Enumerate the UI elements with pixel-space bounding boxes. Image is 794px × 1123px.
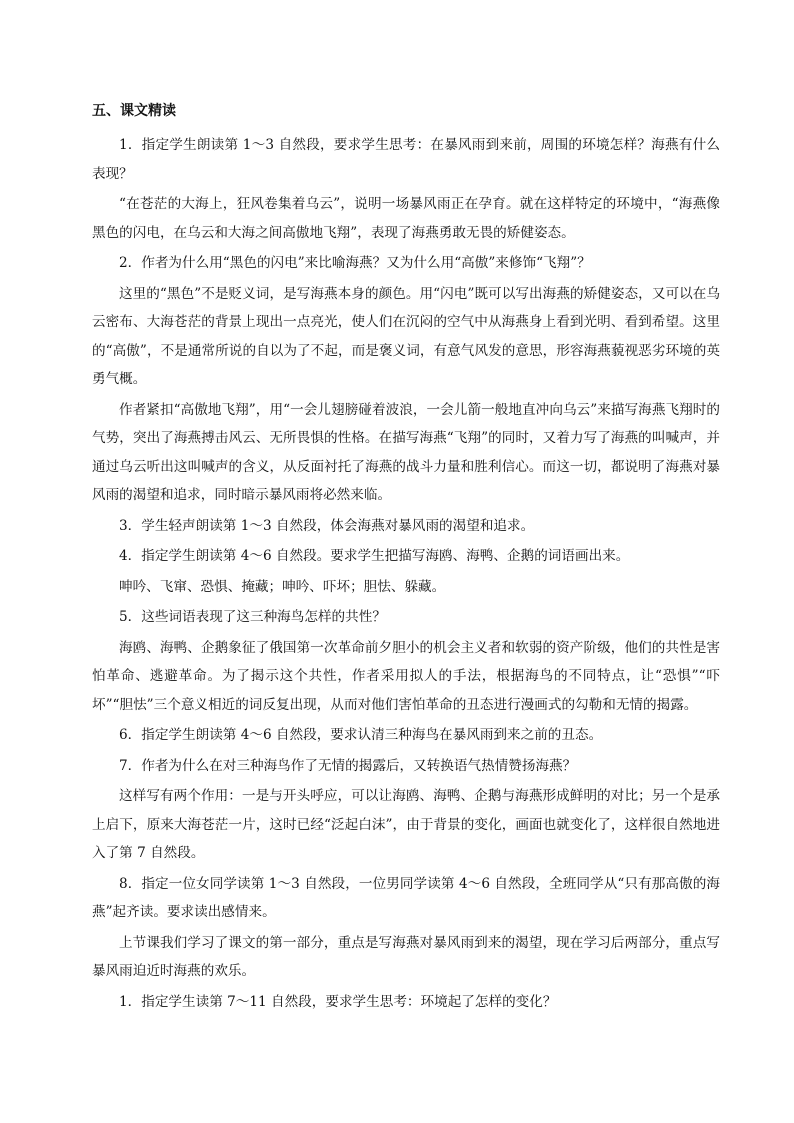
answer-paragraph: 海鸥、海鸭、企鹅象征了俄国第一次革命前夕胆小的机会主义者和软弱的资产阶级，他们的共性是害怕革命、逃避革命。为了揭示这个共性，作者采用拟人的手法，根据海鸟的不同特点，让“恐惧”“吓坏”“胆怯”三个意义相近的词反复出现，从而对他们害怕革命的丑态进行漫画式的勾勒和无情的揭露。: [92, 639, 720, 713]
word-list-paragraph: 呻吟、飞窜、恐惧、掩藏；呻吟、吓坏；胆怯、躲藏。: [119, 578, 446, 595]
instruction-paragraph: 4．指定学生朗读第 4～6 自然段。要求学生把描写海鸥、海鸭、企鹅的词语画出来。: [119, 548, 630, 564]
question-paragraph: 5．这些词语表现了这三种海鸟怎样的共性？: [119, 609, 386, 625]
answer-paragraph: “在苍茫的大海上，狂风卷集着乌云”，说明一场暴风雨正在孕育。就在这样特定的环境中，“海燕像黑色的闪电，在乌云和大海之间高傲地飞翔”，表现了海燕勇敢无畏的矫健姿态。: [92, 196, 720, 241]
question-paragraph: 1．指定学生朗读第 1～3 自然段，要求学生思考：在暴风雨到来前，周围的环境怎样？海燕有什么表现？: [92, 137, 720, 182]
question-paragraph: 7．作者为什么在对三种海鸟作了无情的揭露后，又转换语气热情赞扬海燕？: [119, 757, 577, 774]
document-body: [92, 100, 720, 1018]
answer-paragraph: 作者紧扣“高傲地飞翔”，用“一会儿翅膀碰着波浪，一会儿箭一般地直冲向乌云”来描写海燕飞翔时的气势，突出了海燕搏击风云、无所畏惧的性格。在描写海燕“飞翔”的同时，又着力写了海燕的叫喊声，并通过乌云听出这叫喊声的含义，从反面衬托了海燕的战斗力量和胜利信心。而这一切，都说明了海燕对暴风雨的渴望和追求，同时暗示暴风雨将必然来临。: [92, 401, 720, 503]
instruction-paragraph: 8．指定一位女同学读第 1～3 自然段，一位男同学读第 4～6 自然段，全班同学从“只有那高傲的海燕”起齐读。要求读出感情来。: [92, 875, 720, 920]
answer-paragraph: 这样写有两个作用：一是与开头呼应，可以让海鸥、海鸭、企鹅与海燕形成鲜明的对比；另一个是承上启下，原来大海苍茫一片，这时已经“泛起白沫”，由于背景的变化，画面也就变化了，这样很自然地进入了第 7 自然段。: [92, 788, 720, 861]
question-paragraph: 2．作者为什么用“黑色的闪电”来比喻海燕？又为什么用“高傲”来修饰“飞翔”？: [119, 255, 591, 271]
instruction-paragraph: 6．指定学生朗读第 4～6 自然段，要求认清三种海鸟在暴风雨到来之前的丑态。: [119, 727, 603, 743]
section-heading: 五、课文精读: [92, 103, 176, 119]
instruction-paragraph: 3．学生轻声朗读第 1～3 自然段，体会海燕对暴风雨的渴望和追求。: [119, 517, 535, 534]
instruction-paragraph: 1．指定学生读第 7～11 自然段，要求学生思考：环境起了怎样的变化？: [119, 993, 557, 1010]
answer-paragraph: 这里的“黑色”不是贬义词，是写海燕本身的颜色。用“闪电”既可以写出海燕的矫健姿态，又可以在乌云密布、大海苍茫的背景上现出一点亮光，使人们在沉闷的空气中从海燕身上看到光明、看到希望。这里的“高傲”，不是通常所说的自以为了不起，而是褒义词，有意气风发的意思，形容海燕藐视恶劣环境的英勇气概。: [92, 285, 720, 387]
transition-paragraph: 上节课我们学习了课文的第一部分，重点是写海燕对暴风雨到来的渴望，现在学习后两部分，重点写暴风雨迫近时海燕的欢乐。: [92, 934, 720, 979]
